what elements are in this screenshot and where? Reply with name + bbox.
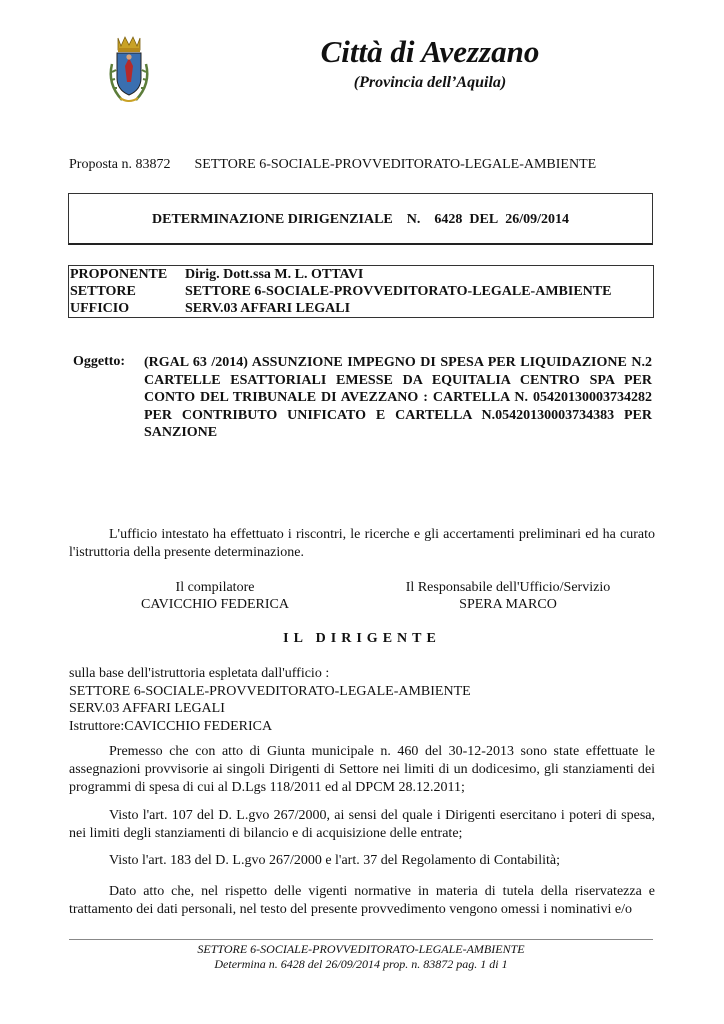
footer-sector: SETTORE 6-SOCIALE-PROVVEDITORATO-LEGALE-AMBIENTE [197, 942, 525, 956]
determination-title [68, 212, 653, 228]
compiler-label: Il compilatore [175, 580, 255, 595]
proposal-number: Proposta n. 83872 [69, 157, 171, 172]
paragraph-text: Premesso che con atto di Giunta municipale n. 460 del 30-12-2013 sono state effettuate le assegnazioni provvisorie ai singoli Dirigenti di Settore nei limiti di un dodicesimo, gli stanziamenti dei programmi di spesa di cui al D.Lgs 118/2011 ed al DPCM 28.12.2011; [69, 744, 655, 795]
info-key: PROPONENTE [70, 267, 168, 282]
determination-n-label: N. [406, 212, 421, 227]
basis-intro: sulla base dell'istruttoria espletata dall'ufficio : [69, 666, 330, 681]
intro-paragraph [69, 526, 655, 562]
basis-sector: SETTORE 6-SOCIALE-PROVVEDITORATO-LEGALE-AMBIENTE [69, 683, 471, 699]
compiler-name: CAVICCHIO FEDERICA [141, 597, 289, 612]
paragraph-text: Dato atto che, nel rispetto delle vigenti normative in materia di tutela della riservatezza e trattamento dei dati personali, nel testo del presente provvedimento vengono omessi i nominativi e/o [69, 884, 655, 917]
manager-signature [388, 579, 628, 613]
determination-label: DETERMINAZIONE DIRIGENZIALE [152, 212, 393, 227]
visto-107-paragraph [69, 807, 655, 843]
paragraph-text: Visto l'art. 183 del D. L.gvo 267/2000 e l'art. 37 del Regolamento di Contabilità; [109, 853, 560, 868]
dirigente-heading: IL DIRIGENTE [283, 631, 441, 646]
dato-atto-paragraph [69, 883, 655, 919]
basis-istruttore: Istruttore:CAVICCHIO FEDERICA [69, 718, 273, 734]
proposal-sector: SETTORE 6-SOCIALE-PROVVEDITORATO-LEGALE-AMBIENTE [194, 157, 597, 172]
determination-date: 26/09/2014 [505, 212, 569, 227]
visto-183-paragraph [69, 852, 655, 870]
intro-text: L'ufficio intestato ha effettuato i riscontri, le ricerche e gli accertamenti preliminari ed ha curato l'istruttoria della presente determinazione. [69, 527, 655, 560]
subject-label: Oggetto: [73, 354, 126, 369]
info-key: UFFICIO [70, 301, 130, 316]
coat-of-arms [104, 34, 154, 110]
info-row-proponente [69, 266, 654, 284]
info-value: SERV.03 AFFARI LEGALI [185, 301, 351, 316]
subject-text: (RGAL 63 /2014) ASSUNZIONE IMPEGNO DI SPESA PER LIQUIDAZIONE N.2 CARTELLE ESATTORIALI EMESSE DA EQUITALIA CENTRO SPA PER CONTO DEL TRIBUNALE DI AVEZZANO : CARTELLA N. 05420130003734282 PER CONTRIBUTO UNIFICATO E CARTELLA N.05420130003734383 PER SANZIONE [144, 355, 652, 440]
footer-ref: Determina n. 6428 del 26/09/2014 prop. n. 83872 pag. 1 di 1 [214, 957, 508, 971]
compiler-signature [120, 579, 310, 613]
determination-number: 6428 [434, 212, 463, 227]
info-table [68, 265, 654, 318]
manager-label: Il Responsabile dell'Ufficio/Servizio [405, 580, 611, 595]
info-row-ufficio [69, 300, 654, 318]
manager-name: SPERA MARCO [459, 597, 557, 612]
basis-office: SERV.03 AFFARI LEGALI [69, 701, 225, 716]
determination-date-label: DEL [469, 212, 499, 227]
page-footer [69, 942, 653, 972]
proposal-line [69, 157, 596, 173]
info-value: Dirig. Dott.ssa M. L. OTTAVI [185, 267, 364, 282]
city-title: Città di Avezzano [320, 34, 540, 69]
info-key: SETTORE [70, 284, 136, 299]
info-row-settore [69, 283, 654, 300]
premesso-paragraph [69, 743, 655, 797]
istruttoria-block [69, 665, 471, 735]
footer-divider [69, 939, 653, 940]
province-subtitle: (Provincia dell’Aquila) [353, 74, 507, 91]
info-value: SETTORE 6-SOCIALE-PROVVEDITORATO-LEGALE-AMBIENTE [185, 284, 612, 299]
paragraph-text: Visto l'art. 107 del D. L.gvo 267/2000, ai sensi del quale i Dirigenti esercitano i poteri di spesa, nei limiti degli stanziamenti di bilancio e di acquisizione delle entrate; [69, 808, 655, 841]
